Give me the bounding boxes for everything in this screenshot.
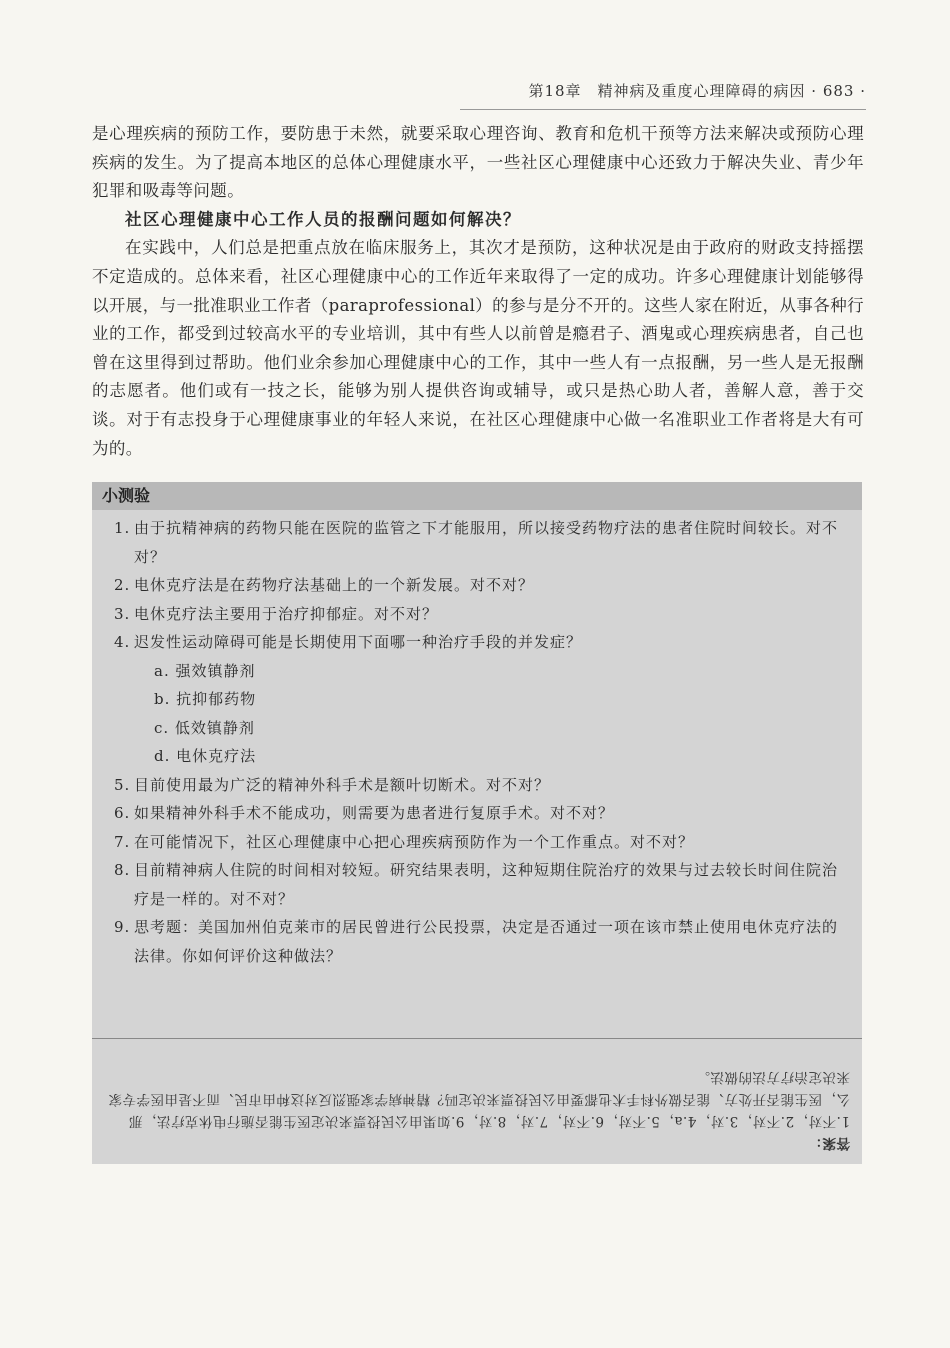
answer-divider <box>92 1038 862 1039</box>
quiz-item-text: 目前精神病人住院的时间相对较短。研究结果表明，这种短期住院治疗的效果与过去较长时间住院治疗是一样的。对不对？ <box>134 861 839 908</box>
paragraph-1: 是心理疾病的预防工作，要防患于未然，就要采取心理咨询、教育和危机干预等方法来解决或预防心理疾病的发生。为了提高本地区的总体心理健康水平，一些社区心理健康中心还致力于解决失业、青少年犯罪和吸毒等问题。 <box>92 124 864 201</box>
quiz-item-number: 8. <box>114 861 131 879</box>
main-text <box>92 120 864 463</box>
quiz-option: a. 强效镇静剂 <box>154 661 256 680</box>
answer-label: 答案： <box>808 1135 850 1151</box>
quiz-item-text: 电休克疗法主要用于治疗抑郁症。对不对？ <box>134 604 439 623</box>
quiz-item-text: 目前使用最为广泛的精神外科手术是额叶切断术。对不对？ <box>134 775 551 794</box>
quiz-item-number: 6. <box>114 804 131 822</box>
answer-box-upside-down <box>104 1042 850 1154</box>
quiz-item-text: 迟发性运动障碍可能是长期使用下面哪一种治疗手段的并发症？ <box>134 633 583 651</box>
quiz-item <box>114 771 844 800</box>
quiz-item <box>114 600 844 629</box>
quiz-item <box>114 628 844 771</box>
quiz-item-number: 1. <box>114 519 131 537</box>
quiz-item-text: 电休克疗法是在药物疗法基础上的一个新发展。对不对？ <box>134 576 535 594</box>
header-rule <box>460 109 866 110</box>
quiz-item-number: 9. <box>114 918 131 936</box>
quiz-item-text: 思考题：美国加州伯克莱市的居民曾进行公民投票，决定是否通过一项在该市禁止使用电休克疗法的法律。你如何评价这种做法？ <box>134 918 839 965</box>
paragraph-2: 在实践中，人们总是把重点放在临床服务上，其次才是预防，这种状况是由于政府的财政支持摇摆不定造成的。总体来看，社区心理健康中心的工作近年来取得了一定的成功。许多心理健康计划能够得以开展，与一批准职业工作者（paraprofessional）的参与是分不开的。这些人家在附近，从事各种行业的工作，都受到过较高水平的专业培训，其中有些人以前曾是瘾君子、酒鬼或心理疾病患者，自己也曾在这里得到过帮助。他们业余参加心理健康中心的工作，其中一些人有一点报酬，另一些人是无报酬的志愿者。他们或有一技之长，能够为别人提供咨询或辅导，或只是热心助人者，善解人意，善于交谈。对于有志投身于心理健康事业的年轻人来说，在社区心理健康中心做一名准职业工作者将是大有可为的。 <box>92 238 864 458</box>
quiz-item <box>114 799 844 828</box>
quiz-item <box>114 514 844 571</box>
quiz-item <box>114 828 844 857</box>
quiz-title: 小测验 <box>92 482 862 510</box>
quiz-option: b. 抗抑郁药物 <box>154 690 257 708</box>
quiz-option: c. 低效镇静剂 <box>154 718 255 737</box>
quiz-item <box>114 913 844 970</box>
quiz-box <box>92 482 862 1164</box>
quiz-item-number: 3. <box>114 604 131 623</box>
quiz-item-text: 在可能情况下，社区心理健康中心把心理疾病预防作为一个工作重点。对不对？ <box>134 832 695 851</box>
quiz-item <box>114 571 844 600</box>
quiz-item <box>114 856 844 913</box>
quiz-option: d. 电休克疗法 <box>154 747 257 765</box>
quiz-item-number: 4. <box>114 633 131 651</box>
answer-text: 1.不对，2.不对，3.对，4.a，5.不对，6.不对，7.对，8.对，9.如果由公民投票来决定医生能否施行电休克疗法，那么，医生能否开处方、能否做外科手术也都要由公民投票来决定吗？精神病学家强烈反对这种由市民、而不是由医学专家来决定治疗方法的做法。 <box>108 1069 850 1129</box>
running-head: 第18章 精神病及重度心理障碍的病因 · 683 · <box>528 82 866 100</box>
subheading: 社区心理健康中心工作人员的报酬问题如何解决？ <box>125 209 521 229</box>
quiz-list <box>92 510 862 970</box>
quiz-options <box>134 657 844 771</box>
quiz-item-text: 由于抗精神病的药物只能在医院的监管之下才能服用，所以接受药物疗法的患者住院时间较长。对不对？ <box>134 519 839 566</box>
quiz-item-number: 5. <box>114 775 131 794</box>
quiz-item-number: 7. <box>114 832 131 851</box>
quiz-item-number: 2. <box>114 576 131 594</box>
quiz-item-text: 如果精神外科手术不能成功，则需要为患者进行复原手术。对不对？ <box>134 804 615 822</box>
